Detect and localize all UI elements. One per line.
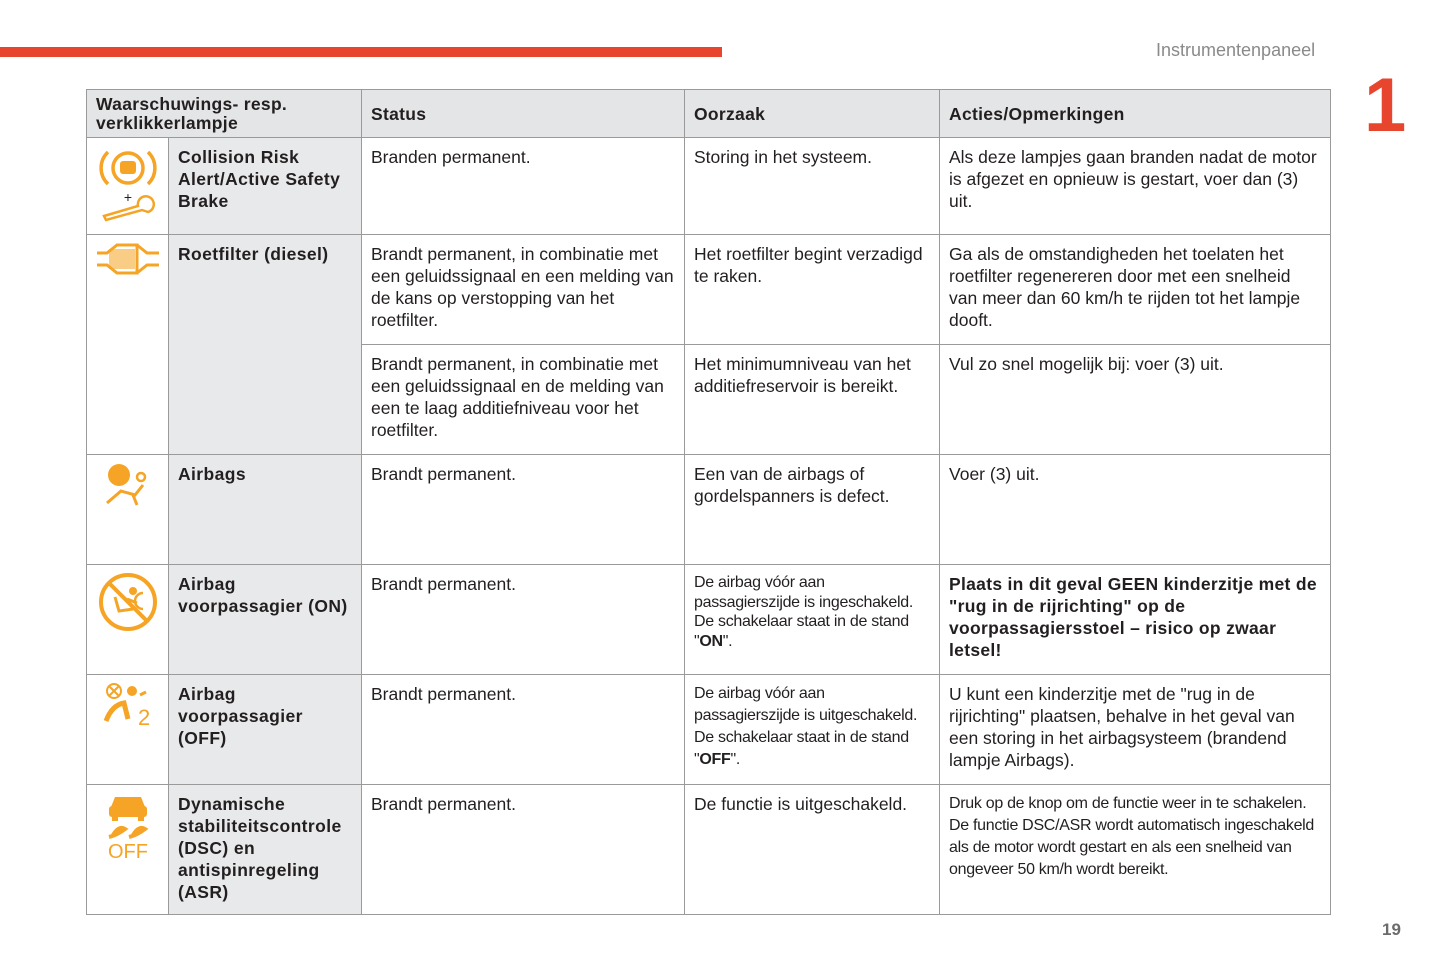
cause-cell — [685, 565, 940, 675]
status-cell: Brandt permanent. — [362, 785, 685, 915]
cause-text: De schakelaar staat in de stand " — [694, 729, 909, 768]
cause-text: ". — [722, 632, 733, 650]
cause-text: De airbag vóór aan passagierszijde is ingeschakeld. — [694, 574, 913, 611]
column-header-lamp: Waarschuwings- resp. verklikkerlampje — [87, 90, 362, 138]
lamp-name: Roetfilter (diesel) — [169, 235, 362, 455]
table-row — [87, 565, 1331, 675]
cause-cell: De functie is uitgeschakeld. — [685, 785, 940, 915]
status-cell: Branden permanent. — [362, 138, 685, 235]
table-row — [87, 675, 1331, 785]
status-cell: Brandt permanent, in combinatie met een geluidssignaal en de melding van een te laag additiefniveau voor het roetfilter. — [362, 345, 685, 455]
action-cell — [940, 785, 1331, 915]
dsc-asr-off-icon — [87, 785, 169, 915]
warning-lights-table — [86, 89, 1331, 915]
chapter-number: 1 — [1364, 63, 1407, 148]
cause-text: De schakelaar staat in de stand " — [694, 613, 909, 650]
action-cell: Vul zo snel mogelijk bij: voer (3) uit. — [940, 345, 1331, 455]
section-title: Instrumentenpaneel — [1156, 40, 1316, 60]
table-row — [87, 785, 1331, 915]
status-cell: Brandt permanent. — [362, 565, 685, 675]
cause-cell: Storing in het systeem. — [685, 138, 940, 235]
lamp-name: Airbags — [169, 455, 362, 565]
status-cell: Brandt permanent, in combinatie met een geluidssignaal en een melding van de kans op verstopping van het roetfilter. — [362, 235, 685, 345]
lamp-name: Airbag voorpassagier (OFF) — [169, 675, 362, 785]
collision-risk-wrench-icon — [87, 138, 169, 235]
table-row — [87, 455, 1331, 565]
svg-text:2: 2 — [137, 705, 150, 727]
svg-text:+: + — [123, 189, 132, 205]
cause-cell — [685, 675, 940, 785]
cause-text: De airbag vóór aan passagierszijde is uitgeschakeld. — [694, 685, 918, 724]
action-cell: Ga als de omstandigheden het toelaten het roetfilter regenereren door met een snelheid van meer dan 60 km/h te rijden tot het lampje dooft. — [940, 235, 1331, 345]
table-row — [87, 138, 1331, 235]
action-text: Druk op de knop om de functie weer in te schakelen. — [949, 795, 1307, 812]
status-cell: Brandt permanent. — [362, 675, 685, 785]
action-text: De functie DSC/ASR wordt automatisch ingeschakeld als de motor wordt gestart en als een snelheid van ongeveer 50 km/h wordt bereikt. — [949, 817, 1315, 878]
top-accent-bar — [0, 47, 722, 57]
cause-cell: Het minimumniveau van het additiefreservoir is bereikt. — [685, 345, 940, 455]
lamp-name: Dynamische stabiliteitscontrole (DSC) en antispinregeling (ASR) — [169, 785, 362, 915]
airbag-icon — [87, 455, 169, 565]
action-cell: Plaats in dit geval GEEN kinderzitje met de "rug in de rijrichting" op de voorpassagiersstoel – risico op zwaar letsel! — [940, 565, 1331, 675]
page-number: 19 — [1382, 920, 1401, 939]
cause-text: ". — [730, 751, 741, 768]
passenger-airbag-off-icon — [87, 675, 169, 785]
cause-bold-value: OFF — [699, 751, 731, 768]
column-header-cause: Oorzaak — [685, 90, 940, 138]
off-label: OFF — [107, 841, 148, 861]
column-header-status: Status — [362, 90, 685, 138]
status-cell: Brandt permanent. — [362, 455, 685, 565]
column-header-actions: Acties/Opmerkingen — [940, 90, 1331, 138]
action-cell: Voer (3) uit. — [940, 455, 1331, 565]
lamp-name: Collision Risk Alert/Active Safety Brake — [169, 138, 362, 235]
cause-cell: Het roetfilter begint verzadigd te raken. — [685, 235, 940, 345]
lamp-name: Airbag voorpassagier (ON) — [169, 565, 362, 675]
table-header-row — [87, 90, 1331, 138]
passenger-airbag-on-icon — [87, 565, 169, 675]
cause-bold-value: ON — [699, 632, 723, 650]
table-row — [87, 235, 1331, 345]
action-cell: U kunt een kinderzitje met de "rug in de rijrichting" plaatsen, behalve in het geval van een storing in het airbagsysteem (brandend lampje Airbags). — [940, 675, 1331, 785]
action-cell: Als deze lampjes gaan branden nadat de motor is afgezet en opnieuw is gestart, voer dan (3) uit. — [940, 138, 1331, 235]
cause-cell: Een van de airbags of gordelspanners is defect. — [685, 455, 940, 565]
particle-filter-icon — [87, 235, 169, 455]
